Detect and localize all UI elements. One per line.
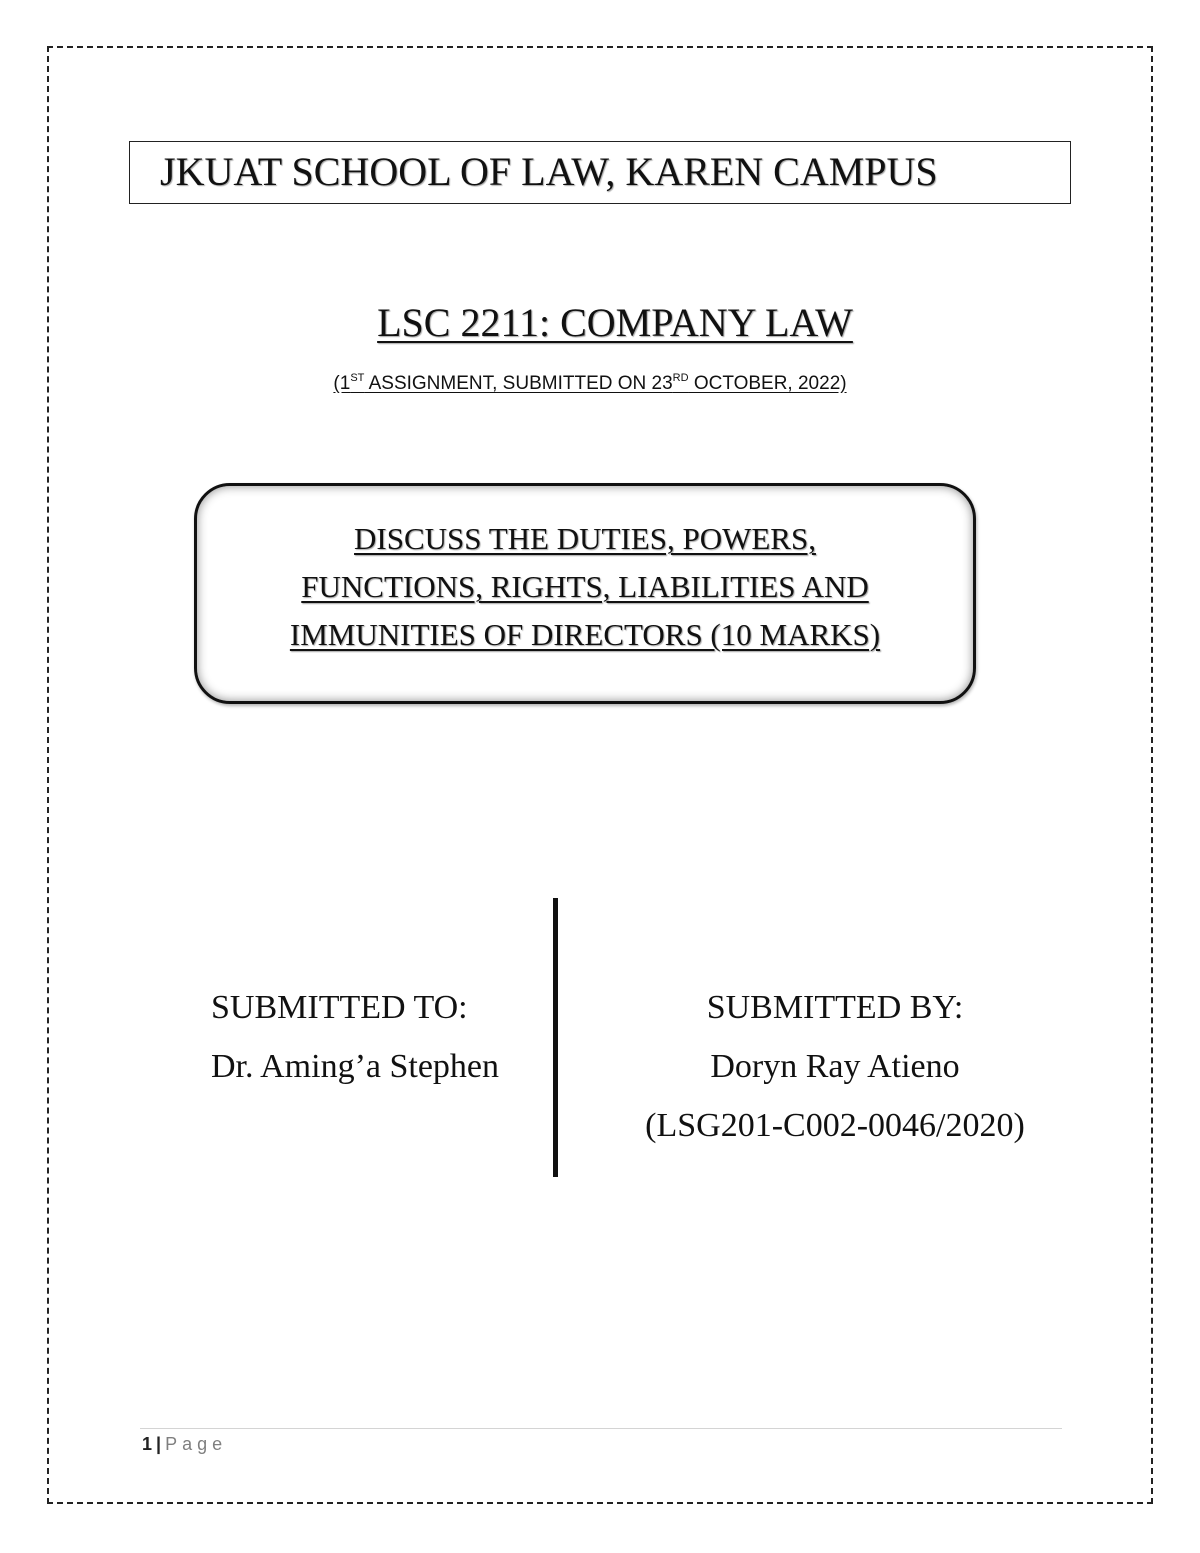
page-border — [47, 46, 1153, 1504]
submission-divider — [553, 898, 558, 1177]
assignment-ordinal-rd: RD — [672, 372, 689, 384]
question-text — [194, 515, 976, 659]
registration-number: (LSG201-C002-0046/2020) — [645, 1107, 1025, 1144]
submitted-to-name: Dr. Aming’a Stephen — [211, 1048, 500, 1085]
question-line-1: DISCUSS THE DUTIES, POWERS, — [354, 521, 816, 556]
page-number: 1 — [142, 1434, 153, 1454]
assignment-subtitle — [0, 371, 1180, 397]
assignment-open: (1 — [333, 373, 351, 394]
submitted-by-label: SUBMITTED BY: — [706, 989, 964, 1026]
page-footer — [142, 1433, 227, 1455]
footer-separator: | — [156, 1434, 162, 1454]
footer-rule — [140, 1428, 1062, 1429]
submitted-by-name: Doryn Ray Atieno — [710, 1048, 960, 1085]
course-title: LSC 2211: COMPANY LAW — [377, 300, 853, 345]
assignment-close: OCTOBER, 2022) — [688, 373, 847, 394]
submitted-to-label: SUBMITTED TO: — [211, 989, 468, 1026]
school-title: JKUAT SCHOOL OF LAW, KAREN CAMPUS — [160, 149, 938, 194]
question-line-3: IMMUNITIES OF DIRECTORS (10 MARKS) — [289, 617, 881, 652]
page-label: Page — [165, 1434, 228, 1454]
question-line-2: FUNCTIONS, RIGHTS, LIABILITIES AND — [301, 569, 869, 604]
assignment-middle: ASSIGNMENT, SUBMITTED ON 23 — [364, 373, 673, 394]
assignment-ordinal-st: ST — [350, 372, 365, 384]
